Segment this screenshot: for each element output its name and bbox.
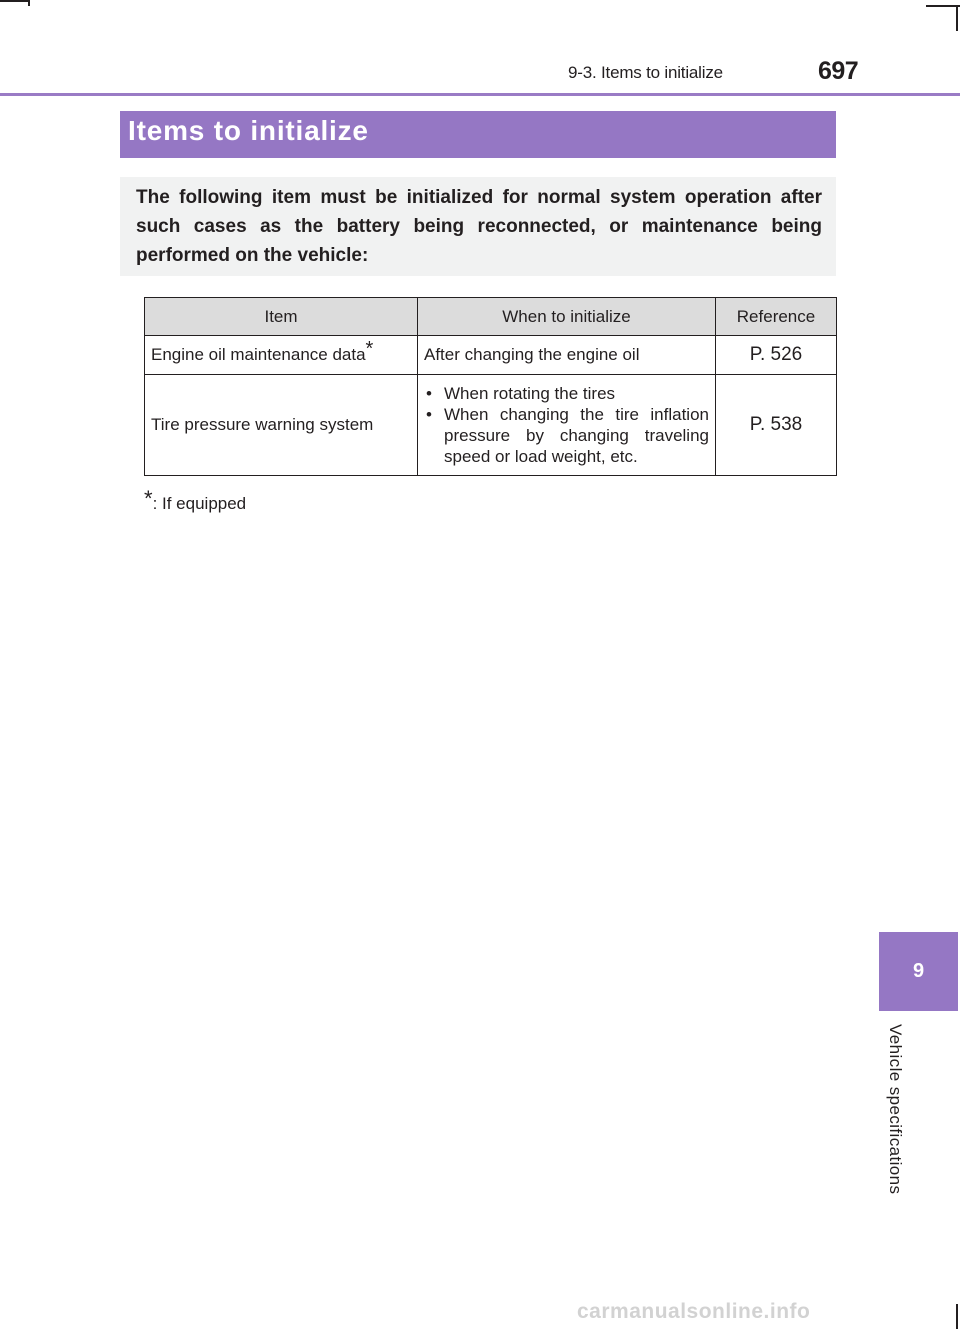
item-name: Engine oil maintenance data xyxy=(151,345,366,364)
footnote-mark: * xyxy=(144,486,153,511)
list-item: • When rotating the tires xyxy=(424,383,709,404)
section-title: Items to initialize xyxy=(128,115,369,146)
item-cell xyxy=(145,336,418,375)
bullet-list xyxy=(424,383,709,467)
intro-box xyxy=(120,177,836,276)
page-number: 697 xyxy=(818,57,859,85)
chapter-number: 9 xyxy=(912,960,925,982)
list-item: • When changing the tire inflation pressure by changing traveling speed or load weight, etc. xyxy=(424,404,709,467)
intro-text: The following item must be initialized for normal system operation after such cases as the battery being reconnected, or maintenance being performed on the vehicle: xyxy=(136,187,822,266)
when-cell xyxy=(418,375,716,476)
crop-mark xyxy=(28,0,30,6)
crop-mark xyxy=(926,5,960,7)
crop-mark xyxy=(956,5,958,31)
column-header-when: When to initialize xyxy=(418,298,716,336)
when-cell: After changing the engine oil xyxy=(418,336,716,375)
running-header-section: 9-3. Items to initialize xyxy=(568,63,723,82)
table-row xyxy=(145,375,837,476)
chapter-tab[interactable] xyxy=(879,932,958,1011)
crop-mark xyxy=(956,1304,958,1329)
table-row xyxy=(145,336,837,375)
crop-mark xyxy=(0,0,28,2)
section-title-bar xyxy=(120,111,836,158)
footnote-mark: * xyxy=(365,338,374,360)
chapter-title: Vehicle specifications xyxy=(886,1024,905,1195)
footnote xyxy=(144,486,246,514)
footnote-text: : If equipped xyxy=(152,494,247,513)
column-header-item: Item xyxy=(145,298,418,336)
column-header-reference: Reference xyxy=(716,298,837,336)
header-rule xyxy=(0,93,960,96)
table-header-row xyxy=(145,298,837,336)
watermark: carmanualsonline.info xyxy=(577,1300,811,1323)
reference-link[interactable]: P. 526 xyxy=(716,336,837,375)
item-cell: Tire pressure warning system xyxy=(145,375,418,476)
reference-link[interactable]: P. 538 xyxy=(716,375,837,476)
initialize-table xyxy=(144,297,837,476)
